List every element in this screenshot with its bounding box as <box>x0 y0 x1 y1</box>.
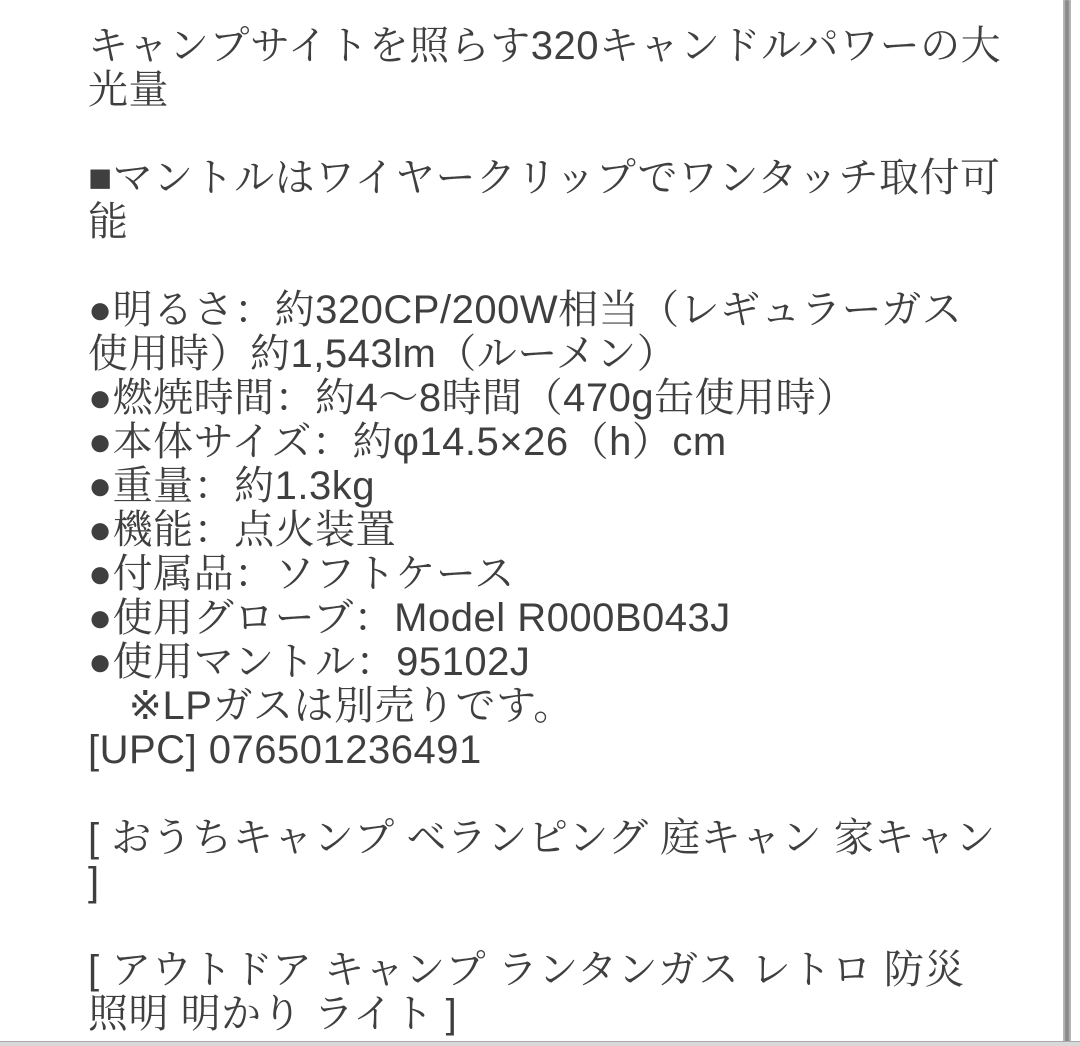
description-line: ●明るさ：約320CP/200W相当（レギュラーガス <box>88 288 963 332</box>
description-line: 光量 <box>88 68 169 112</box>
description-line: ●燃焼時間：約4〜8時間（470g缶使用時） <box>88 376 857 420</box>
description-line: 照明 明かり ライト ] <box>88 992 458 1036</box>
paragraph-keywords-home-camp <box>88 816 1080 904</box>
description-line: ●本体サイズ：約φ14.5×26（h）cm <box>88 420 727 464</box>
paragraph-mantle-note <box>88 156 1080 244</box>
description-line: ●重量：約1.3kg <box>88 464 376 508</box>
description-line: [ おうちキャンプ ベランピング 庭キャン 家キャン <box>88 816 996 860</box>
description-line: キャンプサイトを照らす320キャンドルパワーの大 <box>88 24 1002 68</box>
description-line: ●使用マントル：95102J <box>88 640 531 684</box>
description-line: ※LPガスは別売りです。 <box>88 684 574 728</box>
description-line: ●機能：点火装置 <box>88 508 397 552</box>
paragraph-keywords-outdoor <box>88 948 1080 1036</box>
description-line: 能 <box>88 200 129 244</box>
product-description-text <box>88 24 1080 1036</box>
paragraph-specs <box>88 288 1080 772</box>
paragraph-headline <box>88 24 1080 112</box>
description-line: ●付属品：ソフトケース <box>88 552 515 596</box>
description-line: 使用時）約1,543lm（ルーメン） <box>88 332 678 376</box>
description-line: ] <box>88 860 100 904</box>
scrollbar-thumb[interactable] <box>1063 0 1071 1046</box>
description-line: ■マントルはワイヤークリップでワンタッチ取付可 <box>88 156 1001 200</box>
bottom-section-divider <box>0 1041 1080 1046</box>
description-line: [UPC] 076501236491 <box>88 728 482 772</box>
description-line: ●使用グローブ：Model R000B043J <box>88 596 731 640</box>
description-line: [ アウトドア キャンプ ランタンガス レトロ 防災 <box>88 948 965 992</box>
